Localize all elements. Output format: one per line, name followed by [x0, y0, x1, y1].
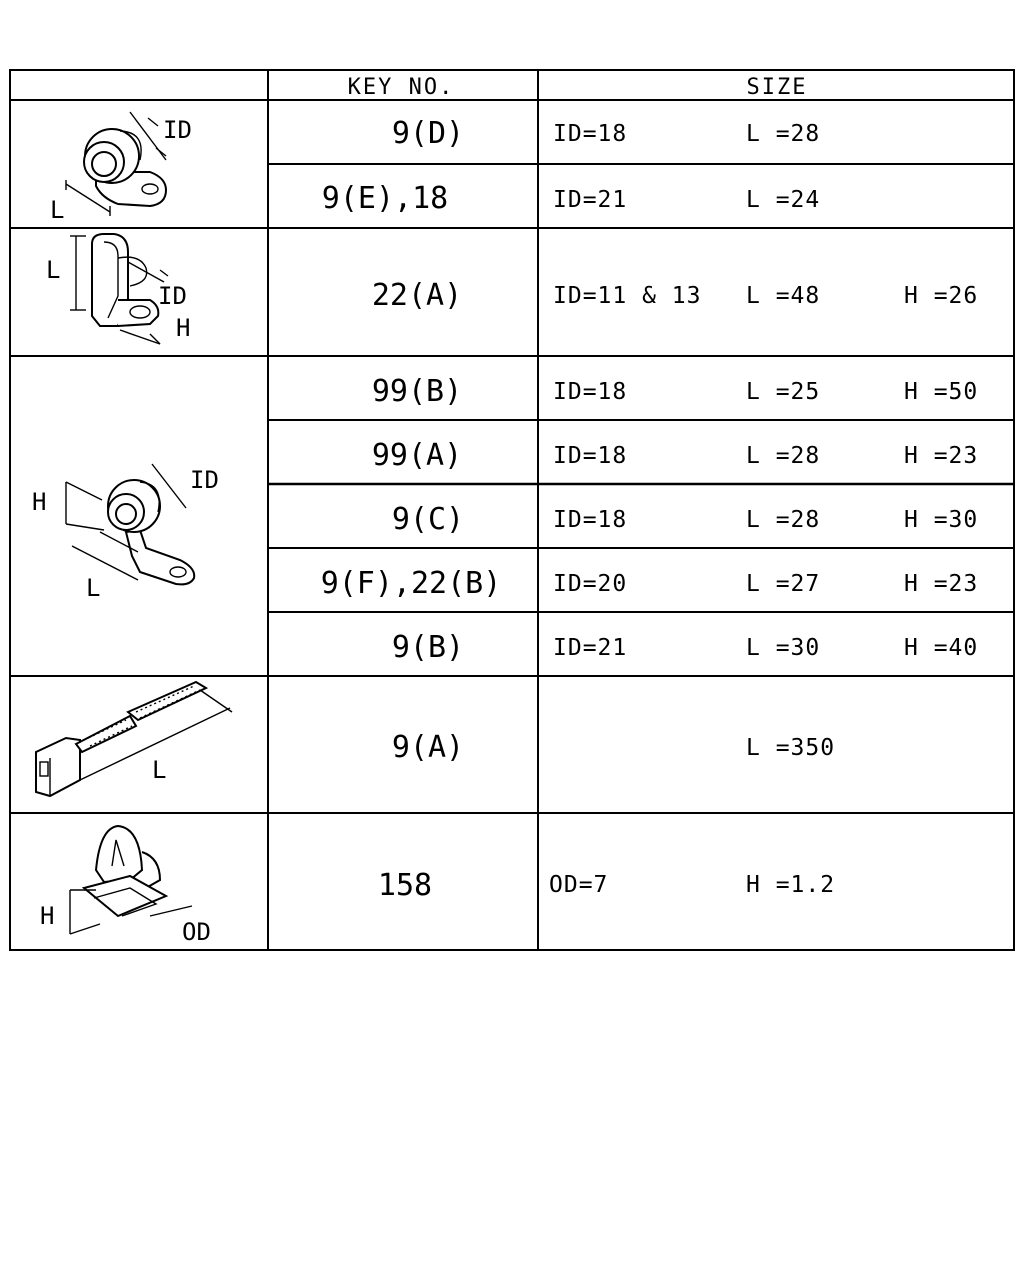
size-id: ID=18 [553, 507, 628, 533]
size-h: H =40 [904, 635, 979, 661]
size-id: ID=18 [553, 121, 628, 147]
header-size: SIZE [746, 75, 808, 100]
table-row [321, 566, 979, 601]
size-id: ID=18 [553, 379, 628, 405]
key-no: 22(A) [371, 278, 463, 313]
label-id: ID [163, 116, 192, 144]
table-row [392, 116, 820, 151]
size-od: OD=7 [549, 872, 609, 898]
table-row [372, 374, 978, 409]
size-h: H =26 [904, 283, 979, 309]
key-no: 99(B) [371, 374, 463, 409]
size-l: L =350 [746, 735, 836, 761]
table-row [372, 438, 978, 473]
key-no: 9(A) [391, 730, 465, 765]
label-l: L [152, 756, 167, 784]
size-l: L =28 [746, 121, 821, 147]
raised-clamp-icon [66, 464, 194, 584]
label-h: H [40, 902, 55, 930]
size-id: ID=11 & 13 [553, 283, 702, 309]
p-clamp-icon [66, 112, 166, 216]
table-row [392, 730, 835, 765]
key-no: 9(E),18 [321, 181, 449, 216]
label-id: ID [158, 282, 187, 310]
label-l: L [50, 196, 65, 224]
size-l: L =30 [746, 635, 821, 661]
size-l: L =28 [746, 507, 821, 533]
header-key-no: KEY NO. [347, 75, 455, 100]
size-id: ID=18 [553, 443, 628, 469]
size-l: L =27 [746, 571, 821, 597]
size-h: H =50 [904, 379, 979, 405]
size-h: H =30 [904, 507, 979, 533]
table-row [372, 278, 978, 313]
size-h: H =23 [904, 571, 979, 597]
j-clip-icon [70, 234, 168, 344]
size-h: H =1.2 [746, 872, 836, 898]
key-no: 9(C) [391, 502, 465, 537]
size-l: L =48 [746, 283, 821, 309]
size-id: ID=21 [553, 187, 628, 213]
table-row [392, 502, 978, 537]
label-h: H [32, 488, 47, 516]
key-no: 9(F),22(B) [320, 566, 502, 601]
key-no: 9(D) [391, 116, 465, 151]
table-row [322, 181, 820, 216]
label-l: L [86, 574, 101, 602]
label-id: ID [190, 466, 219, 494]
label-l: L [46, 256, 61, 284]
size-id: ID=20 [553, 571, 628, 597]
size-l: L =25 [746, 379, 821, 405]
push-clip-icon [70, 826, 192, 934]
size-l: L =24 [746, 187, 821, 213]
table-row [392, 630, 978, 665]
key-no: 99(A) [371, 438, 463, 473]
table-row [378, 868, 835, 903]
cable-tie-icon [36, 682, 232, 796]
key-no: 9(B) [391, 630, 465, 665]
size-l: L =28 [746, 443, 821, 469]
label-od: OD [182, 918, 211, 946]
size-id: ID=21 [553, 635, 628, 661]
key-no: 158 [377, 868, 433, 903]
size-h: H =23 [904, 443, 979, 469]
label-h: H [176, 314, 191, 342]
